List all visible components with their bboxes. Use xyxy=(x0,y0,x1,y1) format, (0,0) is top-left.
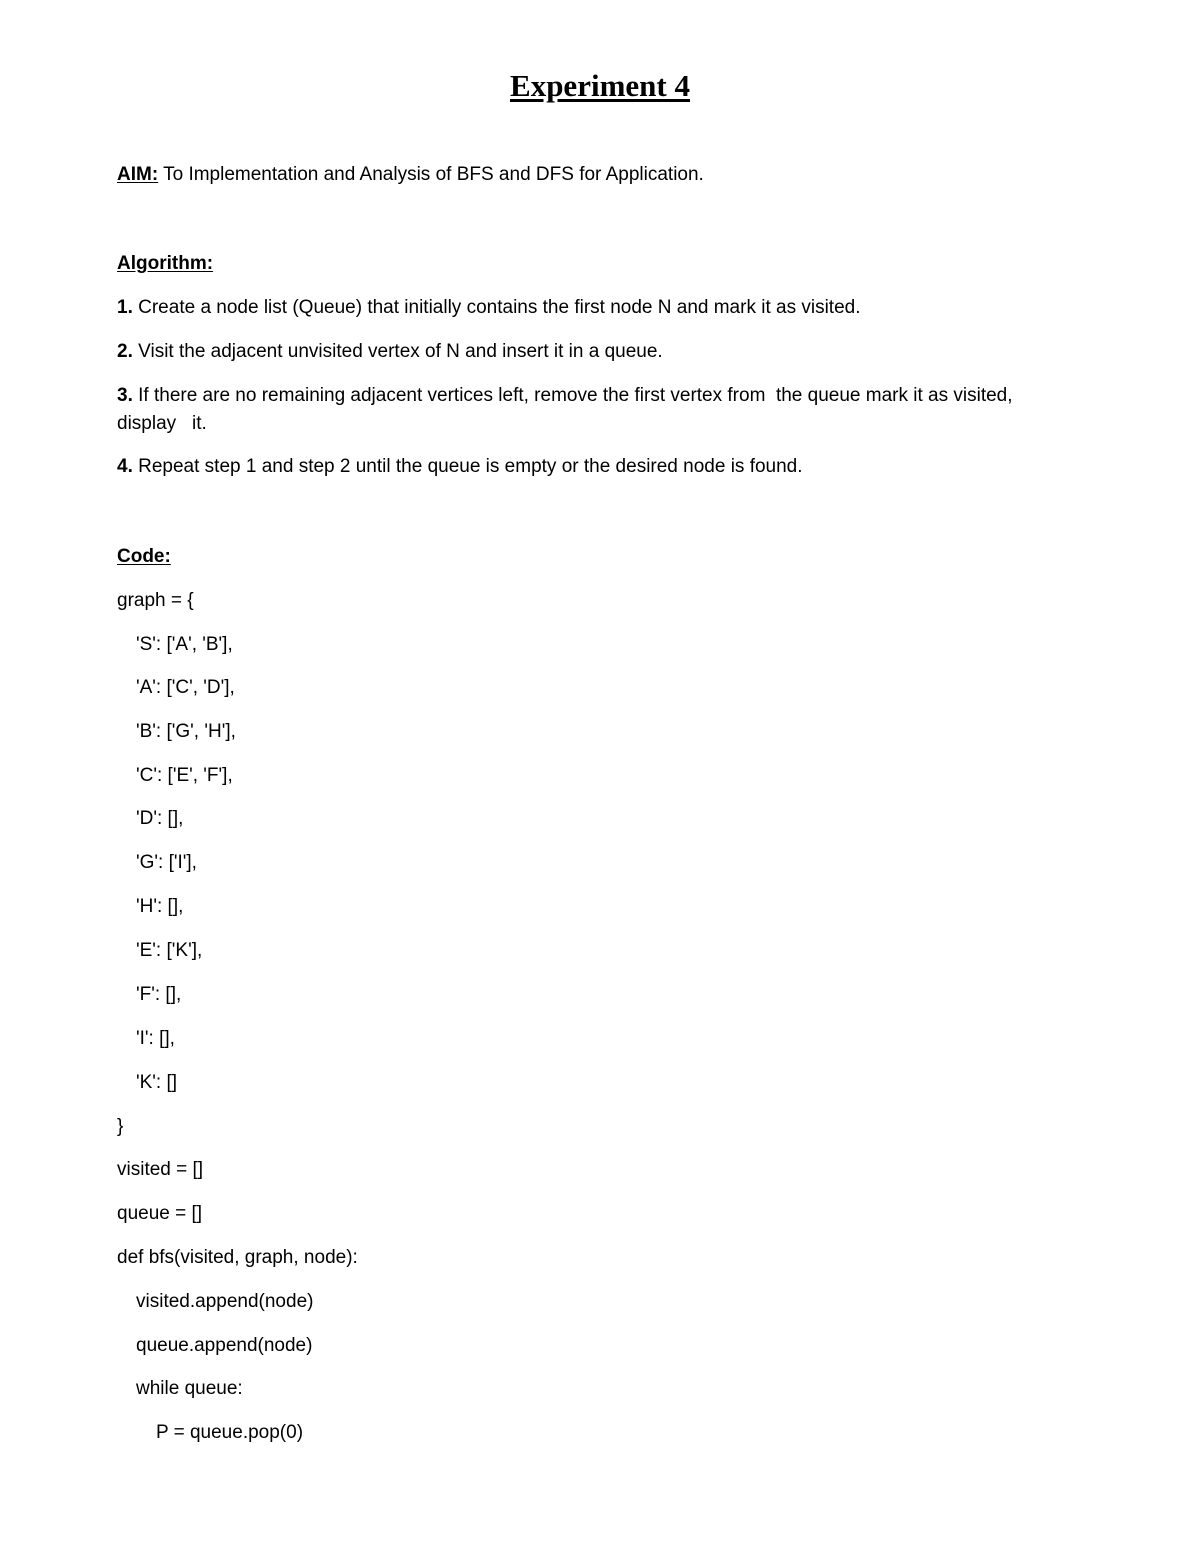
code-line: 'S': ['A', 'B'], xyxy=(136,634,233,655)
step-number: 3. xyxy=(117,385,133,406)
algorithm-step-4 xyxy=(117,455,803,479)
code-line: 'F': [], xyxy=(136,984,182,1005)
step-text: Visit the adjacent unvisited vertex of N and insert it in a queue. xyxy=(132,341,663,362)
code-line: 'G': ['I'], xyxy=(136,852,197,873)
code-label: Code: xyxy=(117,546,171,567)
code-line: 'E': ['K'], xyxy=(136,940,203,961)
code-line: 'D': [], xyxy=(136,808,184,829)
step-number: 2. xyxy=(117,341,133,362)
code-line: def bfs(visited, graph, node): xyxy=(117,1247,358,1268)
code-heading xyxy=(117,545,171,569)
algorithm-label: Algorithm: xyxy=(117,253,214,274)
code-line: 'A': ['C', 'D'], xyxy=(136,677,235,698)
code-line: while queue: xyxy=(136,1378,243,1399)
aim-line xyxy=(117,163,704,187)
code-line: visited.append(node) xyxy=(136,1291,314,1312)
algorithm-step-3 xyxy=(117,384,1013,408)
code-line: P = queue.pop(0) xyxy=(156,1422,304,1443)
step-number: 4. xyxy=(117,456,133,477)
algorithm-step-1 xyxy=(117,296,861,320)
code-line: queue.append(node) xyxy=(136,1335,313,1356)
step-text-continuation: display it. xyxy=(117,413,207,434)
step-text: Create a node list (Queue) that initially contains the first node N and mark it as visited. xyxy=(132,297,861,318)
step-text: If there are no remaining adjacent vertices left, remove the first vertex from the queue mark it as visited, xyxy=(132,385,1013,406)
page-title xyxy=(0,66,1200,106)
code-line: visited = [] xyxy=(117,1159,204,1180)
code-line: 'B': ['G', 'H'], xyxy=(136,721,236,742)
step-text: Repeat step 1 and step 2 until the queue is empty or the desired node is found. xyxy=(132,456,803,477)
code-line: graph = { xyxy=(117,590,194,611)
code-line: } xyxy=(117,1116,124,1137)
code-line: 'H': [], xyxy=(136,896,184,917)
code-line: 'I': [], xyxy=(136,1028,175,1049)
aim-text: To Implementation and Analysis of BFS and DFS for Application. xyxy=(158,164,704,185)
algorithm-heading xyxy=(117,252,213,276)
step-number: 1. xyxy=(117,297,133,318)
aim-label: AIM: xyxy=(117,164,159,185)
code-line: 'K': [] xyxy=(136,1072,178,1093)
algorithm-step-3-continuation xyxy=(117,412,207,436)
title-text: Experiment 4 xyxy=(510,68,690,103)
algorithm-step-2 xyxy=(117,340,663,364)
code-line: 'C': ['E', 'F'], xyxy=(136,765,233,786)
code-line: queue = [] xyxy=(117,1203,203,1224)
